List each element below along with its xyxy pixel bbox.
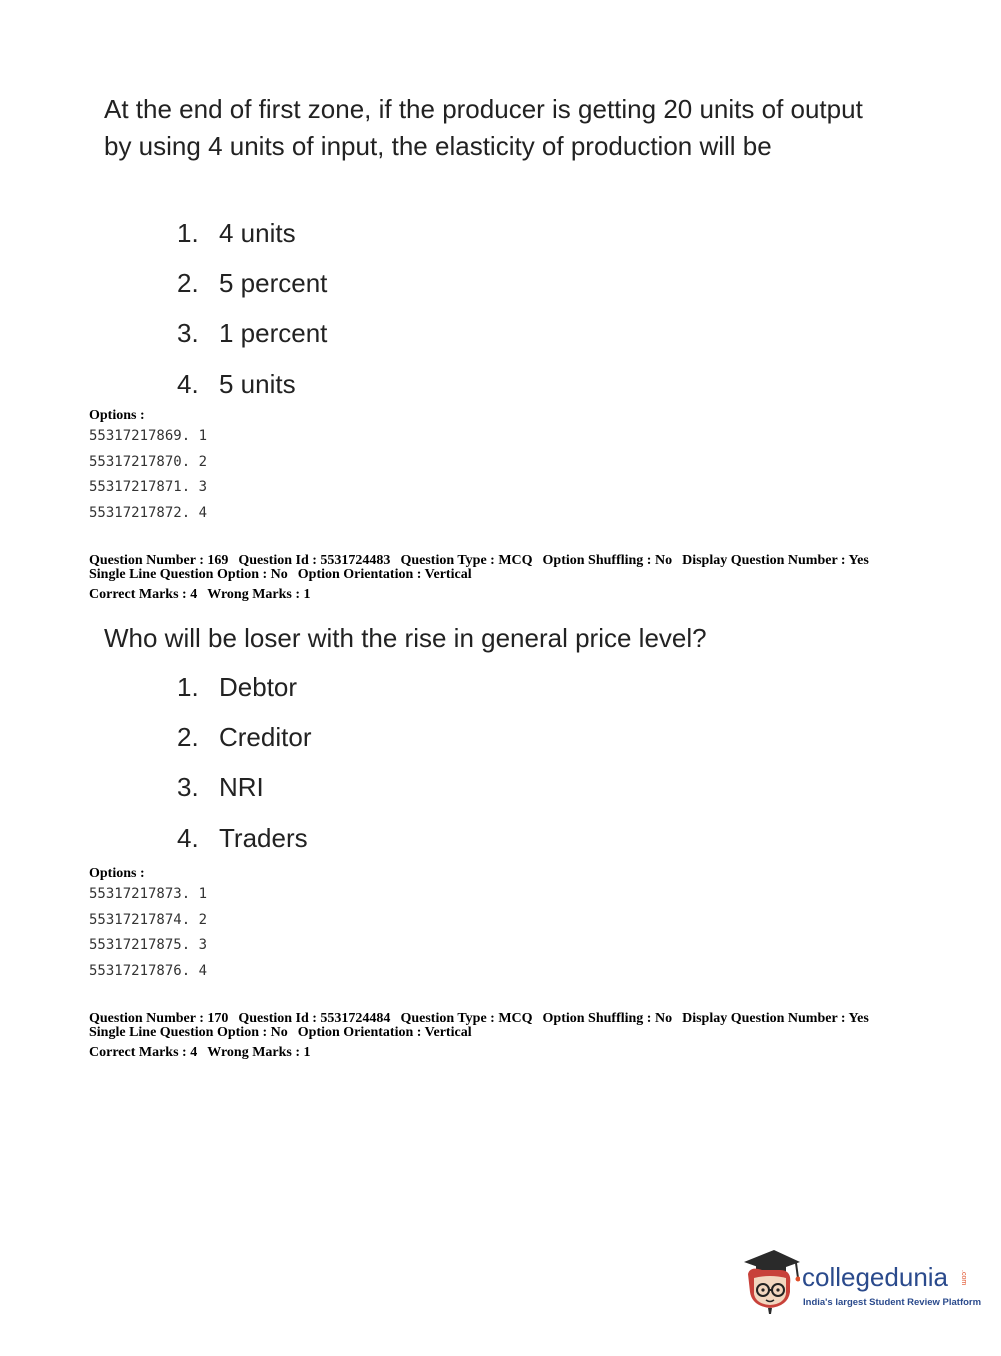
meta-question-number: Question Number : 170 (89, 1011, 229, 1026)
choice-number: 2. (177, 722, 199, 752)
meta-option-shuffling: Option Shuffling : No (542, 1011, 673, 1026)
choice-number: 1. (177, 672, 199, 702)
logo-tagline: India's largest Student Review Platform (803, 1297, 982, 1308)
meta-single-line: Single Line Question Option : No (89, 567, 288, 582)
meta-wrong-marks: Wrong Marks : 1 (207, 587, 311, 602)
question-meta-line (89, 1011, 879, 1026)
meta-orientation: Option Orientation : Vertical (297, 567, 472, 582)
choice-label: Debtor (219, 672, 298, 702)
choice-item (177, 268, 327, 298)
meta-wrong-marks: Wrong Marks : 1 (207, 1045, 311, 1060)
choice-label: 1 percent (219, 318, 328, 348)
question-marks-line (89, 587, 321, 602)
meta-option-shuffling: Option Shuffling : No (542, 553, 673, 568)
option-id-row: 55317217874. 2 (89, 912, 208, 928)
choice-label: 4 units (219, 218, 296, 248)
meta-display-number: Display Question Number : Yes (682, 1011, 869, 1026)
options-label: Options : (89, 866, 145, 881)
option-id-row: 55317217869. 1 (89, 428, 208, 444)
question-text: Who will be loser with the rise in general price level? (104, 623, 707, 653)
meta-question-type: Question Type : MCQ (400, 553, 533, 568)
meta-display-number: Display Question Number : Yes (682, 553, 869, 568)
option-id-row: 55317217872. 4 (89, 505, 208, 521)
choice-label: 5 percent (219, 268, 328, 298)
mascot-icon (740, 1248, 800, 1314)
logo-wordmark: collegedunia (802, 1262, 949, 1292)
option-id-row: 55317217870. 2 (89, 454, 208, 470)
choice-number: 3. (177, 318, 199, 348)
meta-correct-marks: Correct Marks : 4 (89, 1045, 198, 1060)
question-text: At the end of first zone, if the producer is getting 20 units of output by using 4 units of input, the elasticity of production will be (104, 94, 863, 161)
choice-number: 2. (177, 268, 199, 298)
choice-label: NRI (219, 772, 264, 802)
choice-item (177, 823, 308, 853)
choice-item (177, 369, 296, 399)
option-id-row: 55317217873. 1 (89, 886, 208, 902)
choice-item (177, 318, 327, 348)
option-id-row: 55317217875. 3 (89, 937, 208, 953)
meta-single-line: Single Line Question Option : No (89, 1025, 288, 1040)
choice-item (177, 772, 264, 802)
logo-dotcom: .com (960, 1270, 967, 1286)
meta-question-number: Question Number : 169 (89, 553, 229, 568)
options-label: Options : (89, 408, 145, 423)
meta-question-type: Question Type : MCQ (400, 1011, 533, 1026)
choice-number: 4. (177, 369, 199, 399)
meta-orientation: Option Orientation : Vertical (297, 1025, 472, 1040)
choice-item (177, 722, 311, 752)
choice-number: 3. (177, 772, 199, 802)
question-meta-line (89, 567, 482, 582)
question-meta-line (89, 1025, 482, 1040)
question-marks-line (89, 1045, 321, 1060)
meta-question-id: Question Id : 5531724484 (238, 1011, 391, 1026)
choice-label: 5 units (219, 369, 296, 399)
question-meta-line (89, 553, 879, 568)
meta-correct-marks: Correct Marks : 4 (89, 587, 198, 602)
choice-number: 1. (177, 218, 199, 248)
option-id-row: 55317217871. 3 (89, 479, 208, 495)
choice-label: Creditor (219, 722, 312, 752)
option-id-row: 55317217876. 4 (89, 963, 208, 979)
choice-label: Traders (219, 823, 308, 853)
choice-number: 4. (177, 823, 199, 853)
choice-item (177, 672, 297, 702)
choice-item (177, 218, 296, 248)
meta-question-id: Question Id : 5531724483 (238, 553, 391, 568)
collegedunia-logo (740, 1248, 982, 1318)
